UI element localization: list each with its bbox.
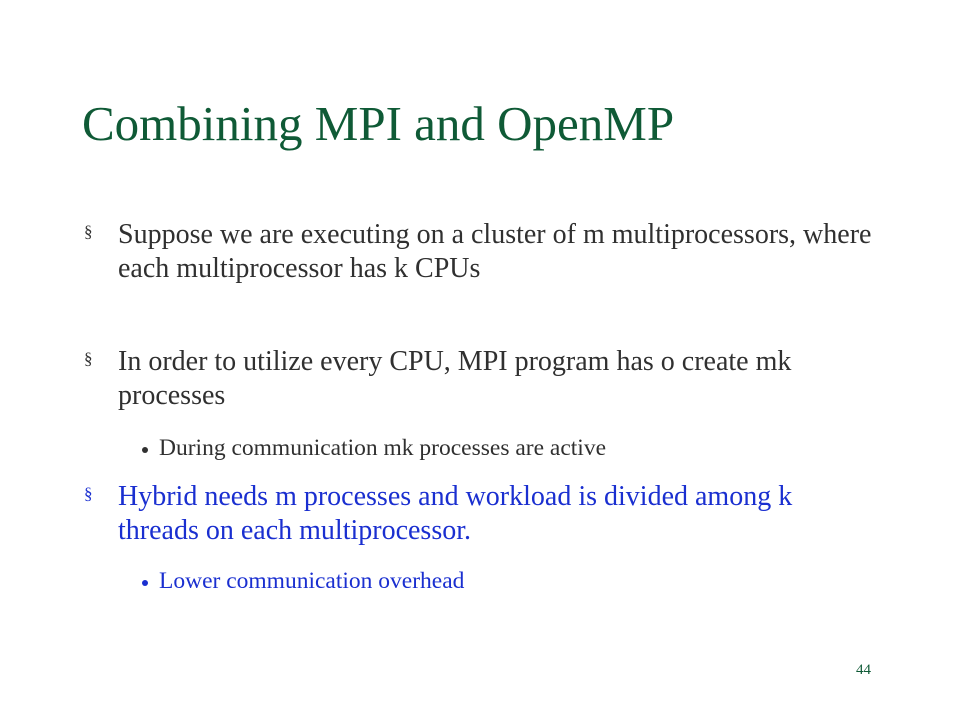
- sub-bullet-overhead: [159, 567, 859, 595]
- dot-bullet-icon: [142, 447, 148, 453]
- bullet-text: Hybrid needs m processes and workload is divided among k threads on each multiprocessor.: [118, 481, 793, 546]
- slide-title: Combining MPI and OpenMP: [82, 96, 675, 151]
- page-number: 44: [856, 662, 871, 678]
- bullet-text: In order to utilize every CPU, MPI program has o create mk processes: [118, 346, 792, 411]
- sub-bullet-communication: [159, 434, 859, 462]
- bullet-mpi-processes: [84, 345, 878, 412]
- bullet-hybrid: [84, 480, 878, 547]
- bullet-text: Suppose we are executing on a cluster of m multiprocessors, where each multiprocessor has k CPUs: [118, 219, 872, 284]
- section-bullet-icon: §: [84, 484, 93, 503]
- sub-bullet-text: During communication mk processes are active: [159, 435, 607, 461]
- section-bullet-icon: §: [84, 222, 93, 241]
- sub-bullet-text: Lower communication overhead: [159, 568, 465, 594]
- dot-bullet-icon: [142, 580, 148, 586]
- bullet-cluster-description: [84, 218, 878, 285]
- section-bullet-icon: §: [84, 349, 93, 368]
